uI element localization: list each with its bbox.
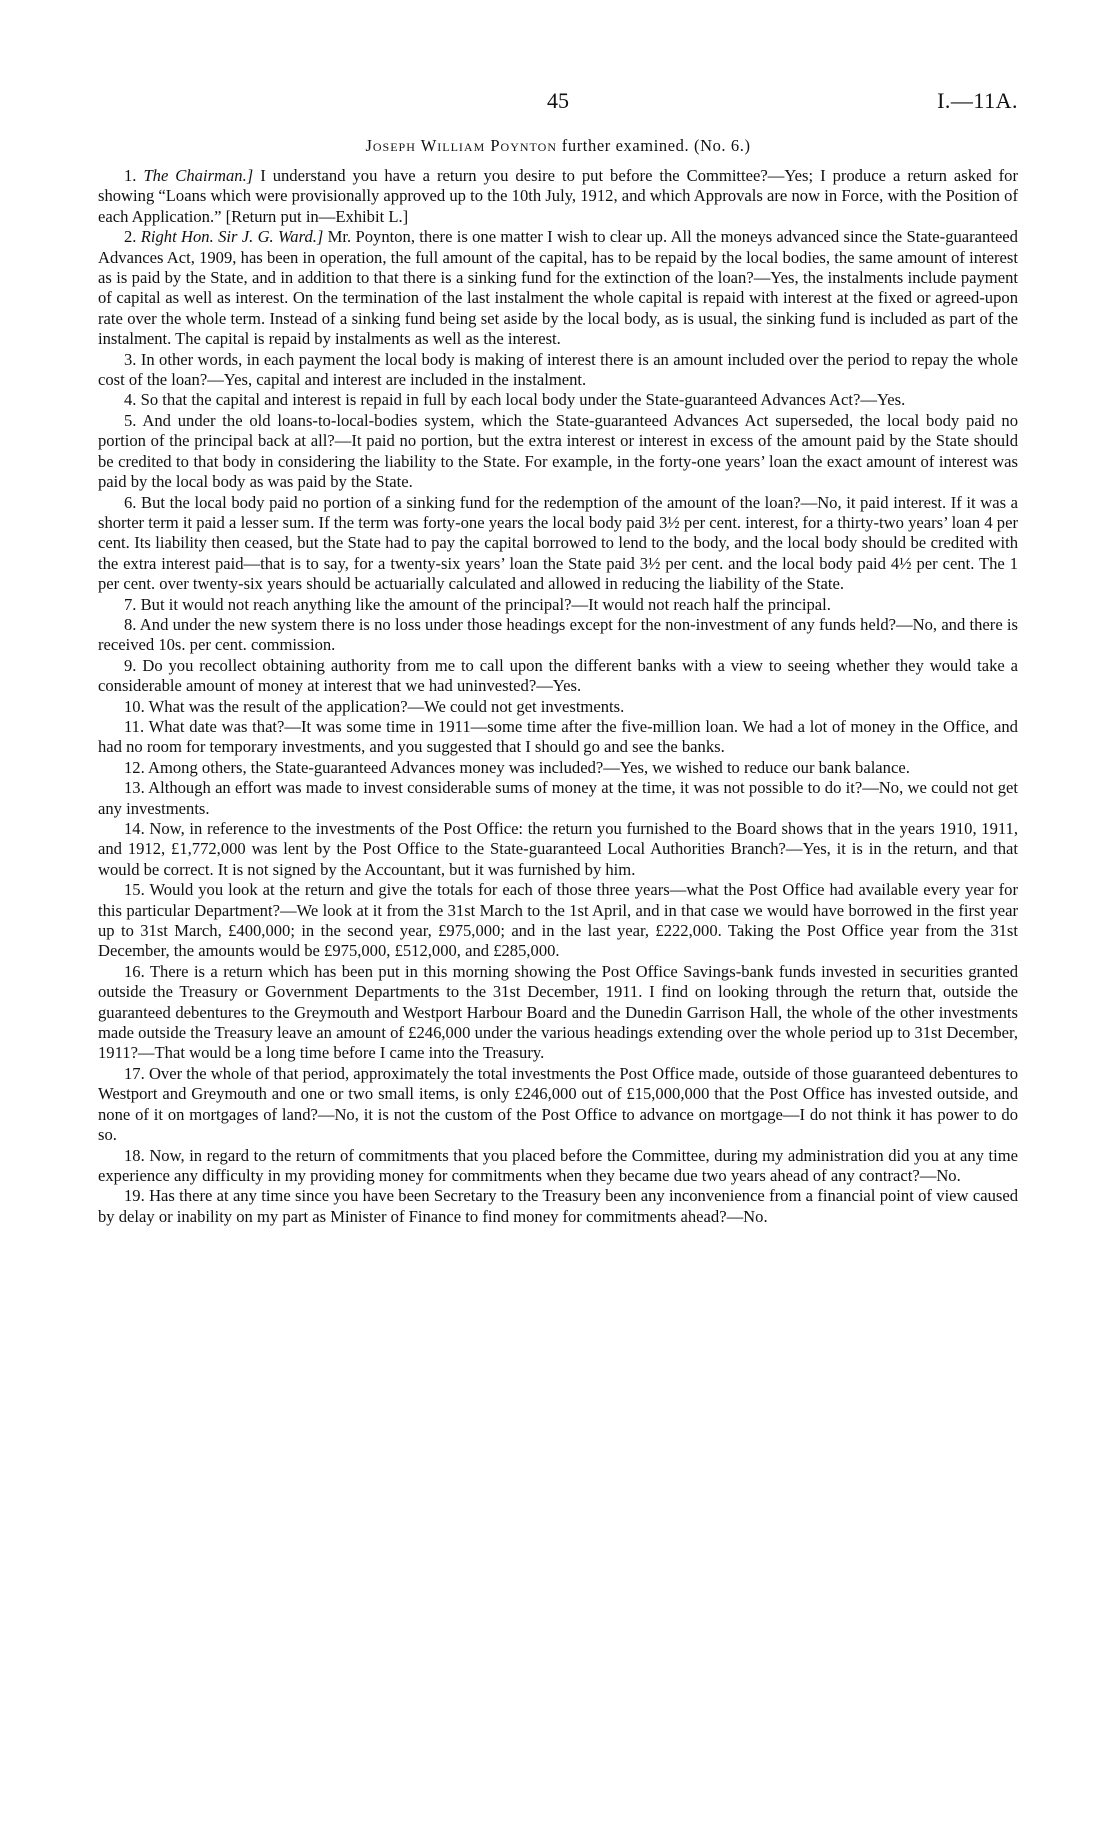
- paragraph-number: 10.: [124, 696, 145, 716]
- paragraph-number: 13.: [124, 778, 145, 798]
- witness-heading: [98, 136, 1018, 156]
- parliamentary-paper-reference: I.—11A.: [937, 88, 1018, 113]
- paragraph-number: 12.: [124, 757, 145, 777]
- transcript-paragraph: [98, 962, 1018, 1064]
- paragraph-text: And under the new system there is no loss under those headings except for the non-investment of any funds held?—No, and there is received 10s. per cent. commission.: [98, 614, 1018, 655]
- paragraph-number: 4.: [124, 390, 137, 410]
- paragraph-text: Would you look at the return and give the totals for each of those three years—what the Post Office had available every year for this particular Department?—We look at it from the 31st March to the 1st April, and in that case we would have borrowed in the first year up to 31st March, £400,000; in the second year, £975,000; and in the last year, £222,000. Taking the Post Office year from the 31st December, the amounts would be £975,000, £512,000, and £285,000.: [98, 880, 1018, 961]
- paragraph-number: 1.: [124, 166, 137, 185]
- paragraph-text: Over the whole of that period, approximately the total investments the Post Office made, outside of those guaranteed debentures to Westport and Greymouth and one or two small items, is only £246,000 out of £15,000,000 that the Post Office has invested outside, and none of it on mortgages of land?—No, it is not the custom of the Post Office to advance on mortgage—I do not think it has power to do so.: [98, 1063, 1018, 1145]
- paragraph-number: 7.: [124, 594, 137, 614]
- paragraph-number: 8.: [124, 614, 137, 634]
- transcript-paragraph: [98, 1186, 1018, 1227]
- transcript-paragraph: [98, 1064, 1018, 1146]
- examination-transcript: [98, 166, 1018, 1227]
- transcript-paragraph: [98, 350, 1018, 391]
- paragraph-text: Do you recollect obtaining authority from me to call upon the different banks with a view to seeing whether they would take a considerable amount of money at interest that we had uninvested?—Yes.: [98, 655, 1018, 696]
- paragraph-number: 15.: [124, 880, 145, 900]
- paragraph-number: 9.: [124, 655, 137, 675]
- paragraph-number: 18.: [124, 1145, 145, 1165]
- transcript-paragraph: [98, 493, 1018, 595]
- transcript-paragraph: [98, 166, 1018, 227]
- paragraph-text: What date was that?—It was some time in 1911—some time after the five-million loan. We had a lot of money in the Office, and had no room for temporary investments, and you suggested that I should go and see the banks.: [98, 716, 1018, 757]
- paragraph-number: 16.: [124, 961, 145, 981]
- transcript-paragraph: [98, 595, 1018, 615]
- paragraph-number: 17.: [124, 1063, 145, 1083]
- transcript-paragraph: [98, 778, 1018, 819]
- paragraph-text: Among others, the State-guaranteed Advances money was included?—Yes, we wished to reduce our bank balance.: [147, 757, 910, 777]
- page-number: 45: [547, 88, 569, 113]
- paragraph-number: 14.: [124, 819, 145, 838]
- speaker-name: Right Hon. Sir J. G. Ward.]: [140, 227, 324, 247]
- paragraph-text: Now, in reference to the investments of the Post Office: the return you furnished to the Board shows that in the years 1910, 1911, and 1912, £1,772,000 was lent by the Post Office to the State-guaranteed Local Authorities Branch?—Yes, it is in the return, and that would be correct. It is not signed by the Accountant, but it was furnished by him.: [98, 819, 1018, 879]
- paragraph-number: 11.: [124, 716, 145, 736]
- witness-name: Joseph William Poynton: [365, 136, 558, 155]
- transcript-paragraph: [98, 615, 1018, 656]
- transcript-paragraph: [98, 411, 1018, 493]
- paragraph-text: But it would not reach anything like the amount of the principal?—It would not reach half the principal.: [140, 594, 831, 614]
- paragraph-text: What was the result of the application?—We could not get investments.: [148, 696, 625, 716]
- paragraph-text: But the local body paid no portion of a sinking fund for the redemption of the amount of the loan?—No, it paid interest. If it was a shorter term it paid a lesser sum. If the term was forty-one years the local body paid 3½ per cent. interest, for a thirty-two years’ loan 4 per cent. Its liability then ceased, but the State had to pay the capital borrowed to lend to the body, and the local body should be credited with the extra interest paid—that is to say, for a twenty-six years’ loan the State paid 3½ per cent. and the local body paid 4½ per cent. The 1 per cent. over twenty-six years should be actuarially calculated and allowed in reducing the liability of the State.: [98, 492, 1018, 594]
- paragraph-text: Mr. Poynton, there is one matter I wish to clear up. All the moneys advanced since the State-guaranteed Advances Act, 1909, has been in operation, the full amount of the capital, has to be repaid by the local bodies, the same amount of interest as is paid by the State, and in addition to that there is a sinking fund for the extinction of the loan?—Yes, the instalments include payment of capital as well as interest. On the termination of the last instalment the whole capital is repaid with interest at the fixed or agreed-upon rate over the whole term. Instead of a sinking fund being set aside by the local body, as is usual, the sinking fund is included as part of the instalment. The capital is repaid by instalments as well as the interest.: [98, 227, 1018, 349]
- paragraph-number: 6.: [124, 492, 137, 512]
- paragraph-text: In other words, in each payment the local body is making of interest there is an amount included over the period to repay the whole cost of the loan?—Yes, capital and interest are included in the instalment.: [98, 349, 1018, 390]
- witness-examination-number: (No. 6.): [693, 136, 751, 155]
- paragraph-number: 19.: [124, 1186, 145, 1206]
- paragraph-number: 5.: [124, 410, 137, 430]
- transcript-paragraph: [98, 758, 1018, 778]
- speaker-name: The Chairman.]: [143, 166, 254, 185]
- transcript-paragraph: [98, 880, 1018, 962]
- paragraph-text: Although an effort was made to invest considerable sums of money at the time, it was not possible to do it?—No, we could not get any investments.: [98, 778, 1019, 818]
- transcript-paragraph: [98, 390, 1018, 410]
- paragraph-text: And under the old loans-to-local-bodies system, which the State-guaranteed Advances Act superseded, the local body paid no portion of the principal back at all?—It paid no portion, but the extra interest or interest in excess of the amount paid by the State should be credited to that body in considering the liability to the State. For example, in the forty-one years’ loan the exact amount of interest was paid by the local body as was paid by the State.: [98, 410, 1018, 492]
- paragraph-number: 2.: [124, 227, 137, 247]
- transcript-paragraph: [98, 656, 1018, 697]
- paragraph-text: So that the capital and interest is repaid in full by each local body under the State-guaranteed Advances Act?—Yes.: [140, 390, 906, 410]
- page-header: [98, 88, 1018, 136]
- transcript-paragraph: [98, 717, 1018, 758]
- transcript-paragraph: [98, 819, 1018, 880]
- transcript-paragraph: [98, 697, 1018, 717]
- paragraph-text: There is a return which has been put in this morning showing the Post Office Savings-bank funds invested in securities granted outside the Treasury or Government Departments to the 31st December, 1911. I find on looking through the return that, outside the guaranteed debentures to the Greymouth and Westport Harbour Board and the Dunedin Garrison Hall, the whole of the other investments made outside the Treasury leave an amount of £246,000 under the various headings extending over the whole period up to 31st December, 1911?—That would be a long time before I came into the Treasury.: [98, 961, 1018, 1063]
- transcript-paragraph: [98, 1146, 1018, 1187]
- paragraph-text: Has there at any time since you have been Secretary to the Treasury been any inconvenience from a financial point of view caused by delay or inability on my part as Minister of Finance to find money for commitments ahead?—No.: [98, 1186, 1018, 1226]
- witness-detail: further examined.: [561, 136, 690, 155]
- paragraph-text: Now, in regard to the return of commitments that you placed before the Committee, during my administration did you at any time experience any difficulty in my providing money for commitments when they became due two years ahead of any contract?—No.: [98, 1145, 1018, 1185]
- paragraph-number: 3.: [124, 349, 137, 369]
- paragraph-text: I understand you have a return you desire to put before the Committee?—Yes; I produce a return asked for showing “Loans which were provisionally approved up to the 10th July, 1912, and which Approvals are now in Force, with the Position of each Application.” [Return put in—Exhibit L.]: [98, 166, 1019, 226]
- transcript-paragraph: [98, 227, 1018, 349]
